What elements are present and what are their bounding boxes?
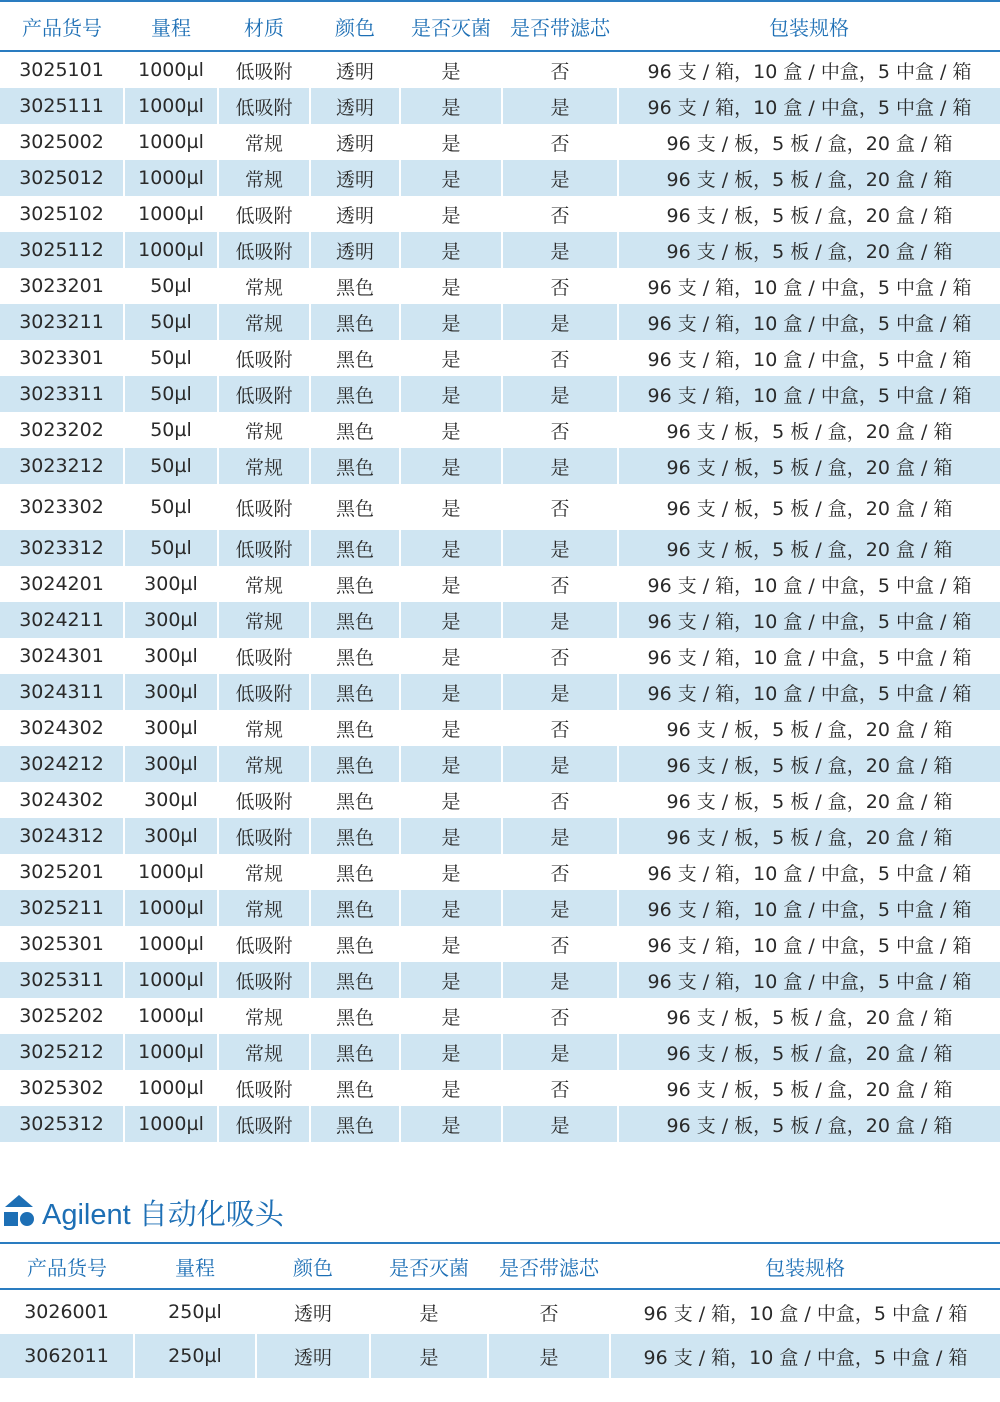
table-cell: 300µl bbox=[124, 566, 218, 602]
table-cell: 96 支 / 箱，10 盒 / 中盒，5 中盒 / 箱 bbox=[647, 646, 972, 669]
product-table-agilent bbox=[0, 1242, 1000, 1378]
column-header: 量程 bbox=[134, 1243, 256, 1289]
table-cell: 是 bbox=[400, 412, 502, 448]
table-cell: 是 bbox=[400, 196, 502, 232]
table-row bbox=[0, 340, 1000, 376]
column-header: 是否灭菌 bbox=[400, 1, 502, 51]
table-row bbox=[0, 484, 1000, 530]
product-table-main-body bbox=[0, 51, 1000, 1142]
table-cell: 96 支 / 板，5 板 / 盒，20 盒 / 箱 bbox=[618, 530, 1000, 566]
table-cell: 96 支 / 板，5 板 / 盒，20 盒 / 箱 bbox=[666, 790, 953, 813]
table-cell: 96 支 / 箱，10 盒 / 中盒，5 中盒 / 箱 bbox=[643, 1302, 968, 1325]
table-cell: 透明 bbox=[310, 196, 400, 232]
table-row bbox=[0, 376, 1000, 412]
table-cell: 低吸附 bbox=[218, 638, 310, 674]
table-cell: 300µl bbox=[124, 746, 218, 782]
table-cell: 透明 bbox=[256, 1289, 370, 1334]
table-cell: 否 bbox=[502, 1070, 618, 1106]
table-row bbox=[0, 51, 1000, 88]
table-cell: 黑色 bbox=[310, 638, 400, 674]
table-cell: 是 bbox=[502, 1034, 618, 1070]
table-cell: 是 bbox=[400, 51, 502, 88]
table-cell: 黑色 bbox=[310, 782, 400, 818]
table-cell: 1000µl bbox=[124, 998, 218, 1034]
table-cell: 常规 bbox=[218, 304, 310, 340]
table-cell: 黑色 bbox=[310, 484, 400, 530]
header-row bbox=[0, 1243, 1000, 1289]
table-row bbox=[0, 530, 1000, 566]
table-cell: 黑色 bbox=[310, 448, 400, 484]
table-cell: 低吸附 bbox=[218, 926, 310, 962]
table-cell: 250µl bbox=[134, 1334, 256, 1378]
table-cell: 3023311 bbox=[0, 376, 124, 412]
column-header: 量程 bbox=[124, 1, 218, 51]
table-cell: 是 bbox=[370, 1334, 488, 1378]
table-cell: 黑色 bbox=[310, 710, 400, 746]
table-cell: 常规 bbox=[218, 412, 310, 448]
table-cell: 黑色 bbox=[310, 1034, 400, 1070]
table-cell: 是 bbox=[400, 782, 502, 818]
table-cell: 3024212 bbox=[0, 746, 124, 782]
section-heading-agilent bbox=[0, 1190, 1000, 1234]
table-cell: 是 bbox=[488, 1334, 610, 1378]
table-cell: 是 bbox=[502, 890, 618, 926]
table-cell: 是 bbox=[400, 962, 502, 998]
table-cell: 50µl bbox=[124, 376, 218, 412]
table-cell: 1000µl bbox=[124, 926, 218, 962]
column-header: 颜色 bbox=[310, 1, 400, 51]
table-cell: 黑色 bbox=[310, 746, 400, 782]
table-cell: 1000µl bbox=[124, 160, 218, 196]
table-cell: 96 支 / 板，5 板 / 盒，20 盒 / 箱 bbox=[618, 1034, 1000, 1070]
table-cell: 50µl bbox=[124, 304, 218, 340]
table-cell: 是 bbox=[400, 1106, 502, 1142]
table-cell: 3024311 bbox=[0, 674, 124, 710]
table-cell: 1000µl bbox=[124, 890, 218, 926]
table-cell: 是 bbox=[400, 268, 502, 304]
table-cell: 3025301 bbox=[0, 926, 124, 962]
table-cell: 常规 bbox=[218, 602, 310, 638]
table-cell: 是 bbox=[502, 304, 618, 340]
table-cell: 黑色 bbox=[310, 412, 400, 448]
table-cell: 是 bbox=[400, 890, 502, 926]
table-cell: 96 支 / 箱，10 盒 / 中盒，5 中盒 / 箱 bbox=[618, 674, 1000, 710]
table-row bbox=[0, 1034, 1000, 1070]
table-cell: 是 bbox=[400, 566, 502, 602]
table-cell: 1000µl bbox=[124, 51, 218, 88]
table-row bbox=[0, 638, 1000, 674]
table-cell: 黑色 bbox=[310, 1106, 400, 1142]
table-cell: 3023212 bbox=[0, 448, 124, 484]
table-cell: 否 bbox=[502, 340, 618, 376]
table-cell: 是 bbox=[400, 530, 502, 566]
table-cell: 是 bbox=[400, 674, 502, 710]
table-cell: 3025211 bbox=[0, 890, 124, 926]
table-cell: 3024301 bbox=[0, 638, 124, 674]
table-cell: 是 bbox=[400, 998, 502, 1034]
table-row bbox=[0, 890, 1000, 926]
table-cell: 否 bbox=[502, 710, 618, 746]
table-row bbox=[0, 232, 1000, 268]
table-cell: 低吸附 bbox=[218, 962, 310, 998]
table-cell: 是 bbox=[400, 484, 502, 530]
table-cell: 否 bbox=[488, 1289, 610, 1334]
column-header: 包装规格 bbox=[610, 1243, 1000, 1289]
table-row bbox=[0, 124, 1000, 160]
table-cell: 3025201 bbox=[0, 854, 124, 890]
table-cell: 是 bbox=[400, 124, 502, 160]
table-cell: 是 bbox=[400, 232, 502, 268]
table-cell: 黑色 bbox=[310, 602, 400, 638]
table-cell: 96 支 / 箱，10 盒 / 中盒，5 中盒 / 箱 bbox=[618, 304, 1000, 340]
table-cell: 是 bbox=[502, 376, 618, 412]
table-cell: 常规 bbox=[218, 746, 310, 782]
column-header: 材质 bbox=[218, 1, 310, 51]
table-cell: 3024312 bbox=[0, 818, 124, 854]
table-row bbox=[0, 1070, 1000, 1106]
table-cell: 常规 bbox=[218, 1034, 310, 1070]
table-cell: 是 bbox=[400, 746, 502, 782]
table-cell: 300µl bbox=[124, 782, 218, 818]
table-cell: 是 bbox=[400, 1034, 502, 1070]
table-cell: 50µl bbox=[124, 448, 218, 484]
table-cell: 常规 bbox=[218, 124, 310, 160]
table-cell: 1000µl bbox=[124, 1106, 218, 1142]
table-cell: 透明 bbox=[310, 232, 400, 268]
column-header: 产品货号 bbox=[0, 1, 124, 51]
table-cell: 低吸附 bbox=[218, 1070, 310, 1106]
table-cell: 是 bbox=[400, 448, 502, 484]
table-cell: 否 bbox=[502, 196, 618, 232]
table-cell: 50µl bbox=[124, 268, 218, 304]
table-cell: 黑色 bbox=[310, 530, 400, 566]
table-row bbox=[0, 782, 1000, 818]
table-cell: 3023211 bbox=[0, 304, 124, 340]
table-cell: 低吸附 bbox=[218, 232, 310, 268]
table-cell: 3025202 bbox=[0, 998, 124, 1034]
table-cell: 黑色 bbox=[310, 268, 400, 304]
table-cell: 否 bbox=[502, 926, 618, 962]
table-cell: 3023312 bbox=[0, 530, 124, 566]
table-cell: 黑色 bbox=[310, 854, 400, 890]
table-cell: 3025302 bbox=[0, 1070, 124, 1106]
table-cell: 是 bbox=[400, 710, 502, 746]
table-cell: 是 bbox=[400, 304, 502, 340]
table-cell: 否 bbox=[502, 484, 618, 530]
table-cell: 3024302 bbox=[0, 782, 124, 818]
table-cell: 1000µl bbox=[124, 962, 218, 998]
table-cell: 96 支 / 箱，10 盒 / 中盒，5 中盒 / 箱 bbox=[647, 276, 972, 299]
table-cell: 96 支 / 板，5 板 / 盒，20 盒 / 箱 bbox=[618, 232, 1000, 268]
table-cell: 3023201 bbox=[0, 268, 124, 304]
column-header: 是否带滤芯 bbox=[488, 1243, 610, 1289]
table-cell: 1000µl bbox=[124, 1034, 218, 1070]
table-cell: 低吸附 bbox=[218, 1106, 310, 1142]
table-cell: 黑色 bbox=[310, 340, 400, 376]
table-cell: 是 bbox=[502, 746, 618, 782]
table-row bbox=[0, 196, 1000, 232]
table-cell: 300µl bbox=[124, 710, 218, 746]
table-cell: 96 支 / 箱，10 盒 / 中盒，5 中盒 / 箱 bbox=[647, 862, 972, 885]
table-cell: 是 bbox=[502, 674, 618, 710]
table-cell: 黑色 bbox=[310, 566, 400, 602]
table-cell: 96 支 / 板，5 板 / 盒，20 盒 / 箱 bbox=[666, 718, 953, 741]
table-row bbox=[0, 1106, 1000, 1142]
table-cell: 是 bbox=[400, 376, 502, 412]
table-row bbox=[0, 746, 1000, 782]
table-cell: 3025212 bbox=[0, 1034, 124, 1070]
table-cell: 1000µl bbox=[124, 124, 218, 160]
table-cell: 3023301 bbox=[0, 340, 124, 376]
table-cell: 常规 bbox=[218, 268, 310, 304]
table-cell: 1000µl bbox=[124, 1070, 218, 1106]
table-cell: 96 支 / 板，5 板 / 盒，20 盒 / 箱 bbox=[666, 497, 953, 520]
table-cell: 50µl bbox=[124, 530, 218, 566]
table-cell: 300µl bbox=[124, 602, 218, 638]
table-cell: 96 支 / 箱，10 盒 / 中盒，5 中盒 / 箱 bbox=[618, 890, 1000, 926]
table-cell: 否 bbox=[502, 412, 618, 448]
table-row bbox=[0, 412, 1000, 448]
table-cell: 96 支 / 箱，10 盒 / 中盒，5 中盒 / 箱 bbox=[647, 574, 972, 597]
table-cell: 3023202 bbox=[0, 412, 124, 448]
table-cell: 否 bbox=[502, 782, 618, 818]
table-cell: 常规 bbox=[218, 448, 310, 484]
section-title: Agilent 自动化吸头 bbox=[42, 1199, 284, 1231]
table-row bbox=[0, 1289, 1000, 1334]
table-cell: 否 bbox=[502, 854, 618, 890]
table-cell: 50µl bbox=[124, 484, 218, 530]
table-cell: 是 bbox=[502, 160, 618, 196]
product-table-main-header bbox=[0, 1, 1000, 51]
table-cell: 96 支 / 箱，10 盒 / 中盒，5 中盒 / 箱 bbox=[618, 602, 1000, 638]
table-row bbox=[0, 1334, 1000, 1378]
table-cell: 250µl bbox=[134, 1289, 256, 1334]
table-cell: 低吸附 bbox=[218, 818, 310, 854]
table-cell: 96 支 / 箱，10 盒 / 中盒，5 中盒 / 箱 bbox=[647, 60, 972, 83]
table-cell: 透明 bbox=[256, 1334, 370, 1378]
table-cell: 黑色 bbox=[310, 818, 400, 854]
table-cell: 常规 bbox=[218, 566, 310, 602]
table-cell: 3025112 bbox=[0, 232, 124, 268]
table-cell: 常规 bbox=[218, 160, 310, 196]
table-cell: 黑色 bbox=[310, 1070, 400, 1106]
table-cell: 96 支 / 箱，10 盒 / 中盒，5 中盒 / 箱 bbox=[647, 934, 972, 957]
table-cell: 透明 bbox=[310, 88, 400, 124]
table-row bbox=[0, 926, 1000, 962]
table-cell: 低吸附 bbox=[218, 196, 310, 232]
table-cell: 黑色 bbox=[310, 674, 400, 710]
column-header: 包装规格 bbox=[618, 1, 1000, 51]
table-cell: 黑色 bbox=[310, 962, 400, 998]
table-cell: 否 bbox=[502, 51, 618, 88]
table-cell: 3025111 bbox=[0, 88, 124, 124]
table-cell: 常规 bbox=[218, 998, 310, 1034]
table-cell: 黑色 bbox=[310, 998, 400, 1034]
table-cell: 96 支 / 板，5 板 / 盒，20 盒 / 箱 bbox=[618, 448, 1000, 484]
table-cell: 3025102 bbox=[0, 196, 124, 232]
table-cell: 3025002 bbox=[0, 124, 124, 160]
column-header: 是否带滤芯 bbox=[502, 1, 618, 51]
table-cell: 96 支 / 板，5 板 / 盒，20 盒 / 箱 bbox=[618, 1106, 1000, 1142]
table-cell: 96 支 / 板，5 板 / 盒，20 盒 / 箱 bbox=[666, 420, 953, 443]
table-cell: 是 bbox=[502, 88, 618, 124]
table-cell: 96 支 / 板，5 板 / 盒，20 盒 / 箱 bbox=[666, 1078, 953, 1101]
table-cell: 300µl bbox=[124, 818, 218, 854]
table-cell: 是 bbox=[400, 602, 502, 638]
table-cell: 是 bbox=[400, 1070, 502, 1106]
table-cell: 3025311 bbox=[0, 962, 124, 998]
table-cell: 黑色 bbox=[310, 926, 400, 962]
table-cell: 黑色 bbox=[310, 890, 400, 926]
table-cell: 是 bbox=[370, 1289, 488, 1334]
table-cell: 1000µl bbox=[124, 232, 218, 268]
table-cell: 黑色 bbox=[310, 304, 400, 340]
header-row bbox=[0, 1, 1000, 51]
table-cell: 低吸附 bbox=[218, 88, 310, 124]
table-row bbox=[0, 854, 1000, 890]
table-cell: 低吸附 bbox=[218, 484, 310, 530]
table-row bbox=[0, 818, 1000, 854]
table-cell: 是 bbox=[502, 602, 618, 638]
table-cell: 300µl bbox=[124, 638, 218, 674]
table-cell: 3024201 bbox=[0, 566, 124, 602]
table-cell: 50µl bbox=[124, 412, 218, 448]
table-cell: 96 支 / 板，5 板 / 盒，20 盒 / 箱 bbox=[618, 818, 1000, 854]
product-table-agilent-header bbox=[0, 1243, 1000, 1289]
house-shapes-icon bbox=[2, 1193, 36, 1229]
table-cell: 透明 bbox=[310, 124, 400, 160]
table-cell: 低吸附 bbox=[218, 376, 310, 412]
table-cell: 是 bbox=[502, 818, 618, 854]
table-cell: 是 bbox=[400, 926, 502, 962]
table-cell: 是 bbox=[400, 818, 502, 854]
product-table-agilent-body bbox=[0, 1289, 1000, 1378]
table-cell: 是 bbox=[400, 638, 502, 674]
table-cell: 是 bbox=[400, 854, 502, 890]
table-cell: 3024302 bbox=[0, 710, 124, 746]
table-cell: 300µl bbox=[124, 674, 218, 710]
table-cell: 3025101 bbox=[0, 51, 124, 88]
table-cell: 常规 bbox=[218, 890, 310, 926]
table-cell: 96 支 / 箱，10 盒 / 中盒，5 中盒 / 箱 bbox=[618, 962, 1000, 998]
table-row bbox=[0, 268, 1000, 304]
table-cell: 是 bbox=[502, 530, 618, 566]
table-cell: 低吸附 bbox=[218, 674, 310, 710]
table-cell: 1000µl bbox=[124, 88, 218, 124]
table-cell: 低吸附 bbox=[218, 51, 310, 88]
table-row bbox=[0, 962, 1000, 998]
table-cell: 低吸附 bbox=[218, 530, 310, 566]
table-cell: 透明 bbox=[310, 51, 400, 88]
table-cell: 96 支 / 板，5 板 / 盒，20 盒 / 箱 bbox=[666, 204, 953, 227]
table-row bbox=[0, 710, 1000, 746]
table-cell: 3025012 bbox=[0, 160, 124, 196]
table-cell: 1000µl bbox=[124, 854, 218, 890]
table-cell: 是 bbox=[502, 962, 618, 998]
column-header: 是否灭菌 bbox=[370, 1243, 488, 1289]
table-cell: 是 bbox=[502, 1106, 618, 1142]
table-cell: 否 bbox=[502, 638, 618, 674]
table-cell: 96 支 / 板，5 板 / 盒，20 盒 / 箱 bbox=[666, 1006, 953, 1029]
table-row bbox=[0, 998, 1000, 1034]
table-cell: 96 支 / 箱，10 盒 / 中盒，5 中盒 / 箱 bbox=[618, 376, 1000, 412]
table-cell: 3024211 bbox=[0, 602, 124, 638]
table-cell: 透明 bbox=[310, 160, 400, 196]
table-cell: 3026001 bbox=[0, 1289, 134, 1334]
column-header: 颜色 bbox=[256, 1243, 370, 1289]
table-row bbox=[0, 448, 1000, 484]
table-cell: 常规 bbox=[218, 710, 310, 746]
table-cell: 否 bbox=[502, 124, 618, 160]
table-cell: 3062011 bbox=[0, 1334, 134, 1378]
table-cell: 否 bbox=[502, 998, 618, 1034]
table-cell: 低吸附 bbox=[218, 782, 310, 818]
table-cell: 96 支 / 箱，10 盒 / 中盒，5 中盒 / 箱 bbox=[618, 88, 1000, 124]
table-cell: 低吸附 bbox=[218, 340, 310, 376]
table-cell: 96 支 / 箱，10 盒 / 中盒，5 中盒 / 箱 bbox=[610, 1334, 1000, 1378]
table-cell: 是 bbox=[502, 232, 618, 268]
table-row bbox=[0, 566, 1000, 602]
table-cell: 常规 bbox=[218, 854, 310, 890]
table-cell: 96 支 / 板，5 板 / 盒，20 盒 / 箱 bbox=[666, 132, 953, 155]
table-cell: 黑色 bbox=[310, 376, 400, 412]
table-cell: 96 支 / 板，5 板 / 盒，20 盒 / 箱 bbox=[618, 746, 1000, 782]
table-cell: 是 bbox=[400, 160, 502, 196]
table-cell: 是 bbox=[400, 88, 502, 124]
table-cell: 是 bbox=[502, 448, 618, 484]
table-cell: 否 bbox=[502, 268, 618, 304]
table-cell: 50µl bbox=[124, 340, 218, 376]
table-cell: 3023302 bbox=[0, 484, 124, 530]
table-cell: 3025312 bbox=[0, 1106, 124, 1142]
table-cell: 1000µl bbox=[124, 196, 218, 232]
table-row bbox=[0, 304, 1000, 340]
table-cell: 96 支 / 板，5 板 / 盒，20 盒 / 箱 bbox=[618, 160, 1000, 196]
table-cell: 是 bbox=[400, 340, 502, 376]
column-header: 产品货号 bbox=[0, 1243, 134, 1289]
table-cell: 96 支 / 箱，10 盒 / 中盒，5 中盒 / 箱 bbox=[647, 348, 972, 371]
table-row bbox=[0, 160, 1000, 196]
table-cell: 否 bbox=[502, 566, 618, 602]
table-row bbox=[0, 602, 1000, 638]
table-row bbox=[0, 674, 1000, 710]
table-row bbox=[0, 88, 1000, 124]
